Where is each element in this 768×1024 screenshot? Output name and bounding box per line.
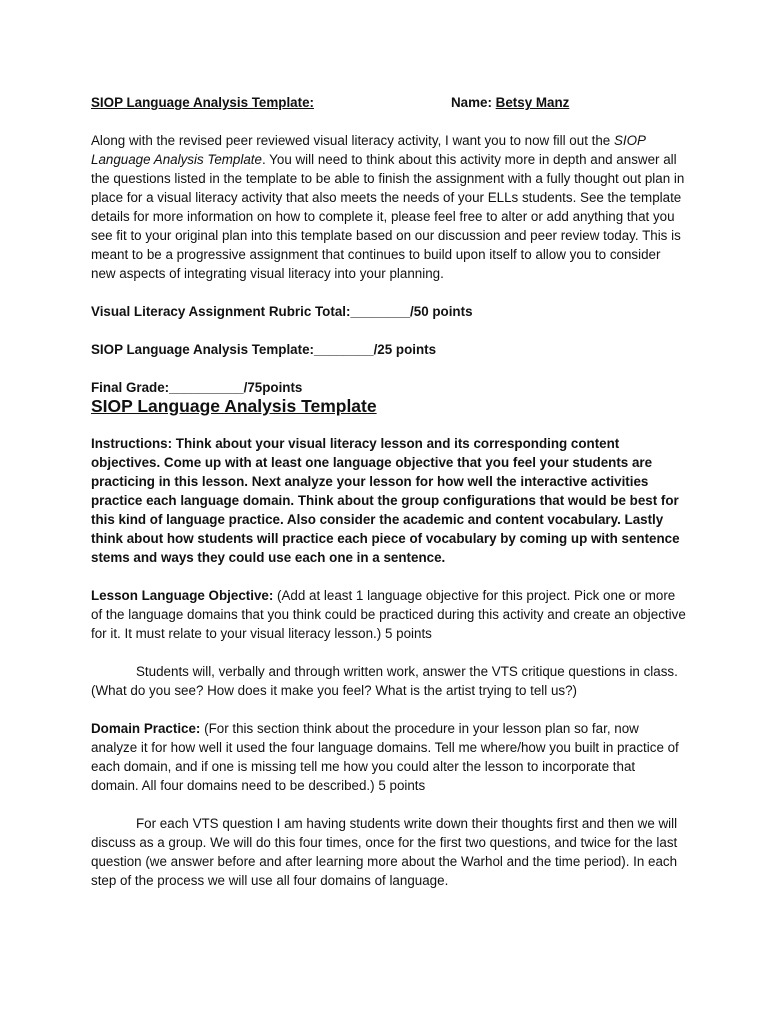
objective-label: Lesson Language Objective: [91, 588, 274, 603]
document-content [91, 93, 686, 890]
rubric-total-line: Visual Literacy Assignment Rubric Total:________/50 points [91, 304, 473, 319]
header-line [91, 93, 686, 112]
intro-text-2: . You will need to think about this activity more in depth and answer all the questions listed in the template to be able to finish the assignment with a fully thought out plan in place for a visual literacy activity that also meets the needs of your ELLs students. See the template details for more information on how to complete it, please feel free to alter or add anything that you see fit to your original plan into this template based on our discussion and peer review today. This is meant to be a progressive assignment that continues to build upon itself to allow you to consider new aspects of integrating visual literacy into your planning. [91, 152, 685, 281]
instructions-paragraph: Instructions: Think about your visual literacy lesson and its corresponding content objectives. Come up with at least one language objective that you feel your students are practicing in this lesson. Next analyze your lesson for how well the interactive activities practice each language domain. Think about the group configurations that would be best for this kind of language practice. Also consider the academic and content vocabulary. Lastly think about how students will practice each piece of vocabulary by coming up with sentence stems and ways they could use each one in a sentence. [91, 436, 680, 565]
domain-prompt: (For this section think about the procedure in your lesson plan so far, now analyze it for how well it used the four language domains. Tell me where/how you built in practice of each domain, and if one is missing tell me how you could alter the lesson to incorporate that domain. All four domains need to be described.) 5 points [91, 721, 679, 793]
objective-answer: Students will, verbally and through written work, answer the VTS critique questions in class. (What do you see? How does it make you feel? What is the artist trying to tell us?) [91, 664, 678, 698]
doc-title: SIOP Language Analysis Template: [91, 95, 314, 110]
intro-template-name: SIOP Language Analysis Template [91, 133, 646, 167]
domain-paragraph [91, 719, 686, 795]
intro-paragraph [91, 131, 686, 283]
domain-label: Domain Practice: [91, 721, 201, 736]
name-block [451, 93, 569, 112]
objective-paragraph [91, 586, 686, 643]
intro-text-1: Along with the revised peer reviewed visual literacy activity, I want you to now fill out the [91, 133, 614, 148]
siop-points-line: SIOP Language Analysis Template:________/25 points [91, 342, 437, 357]
section-title: SIOP Language Analysis Template [91, 396, 377, 416]
name-value: Betsy Manz [495, 95, 570, 110]
name-label: Name: [451, 95, 492, 110]
final-grade-line: Final Grade:__________/75points [91, 380, 303, 395]
domain-answer: For each VTS question I am having students write down their thoughts first and then we will discuss as a group. We will do this four times, once for the first two questions, and twice for the last question (we answer before and after learning more about the Warhol and the time period). In each step of the process we will use all four domains of language. [91, 816, 678, 888]
objective-prompt: (Add at least 1 language objective for this project. Pick one or more of the language domains that you think could be practiced during this activity and create an objective for it. It must relate to your visual literacy lesson.) 5 points [91, 588, 686, 641]
